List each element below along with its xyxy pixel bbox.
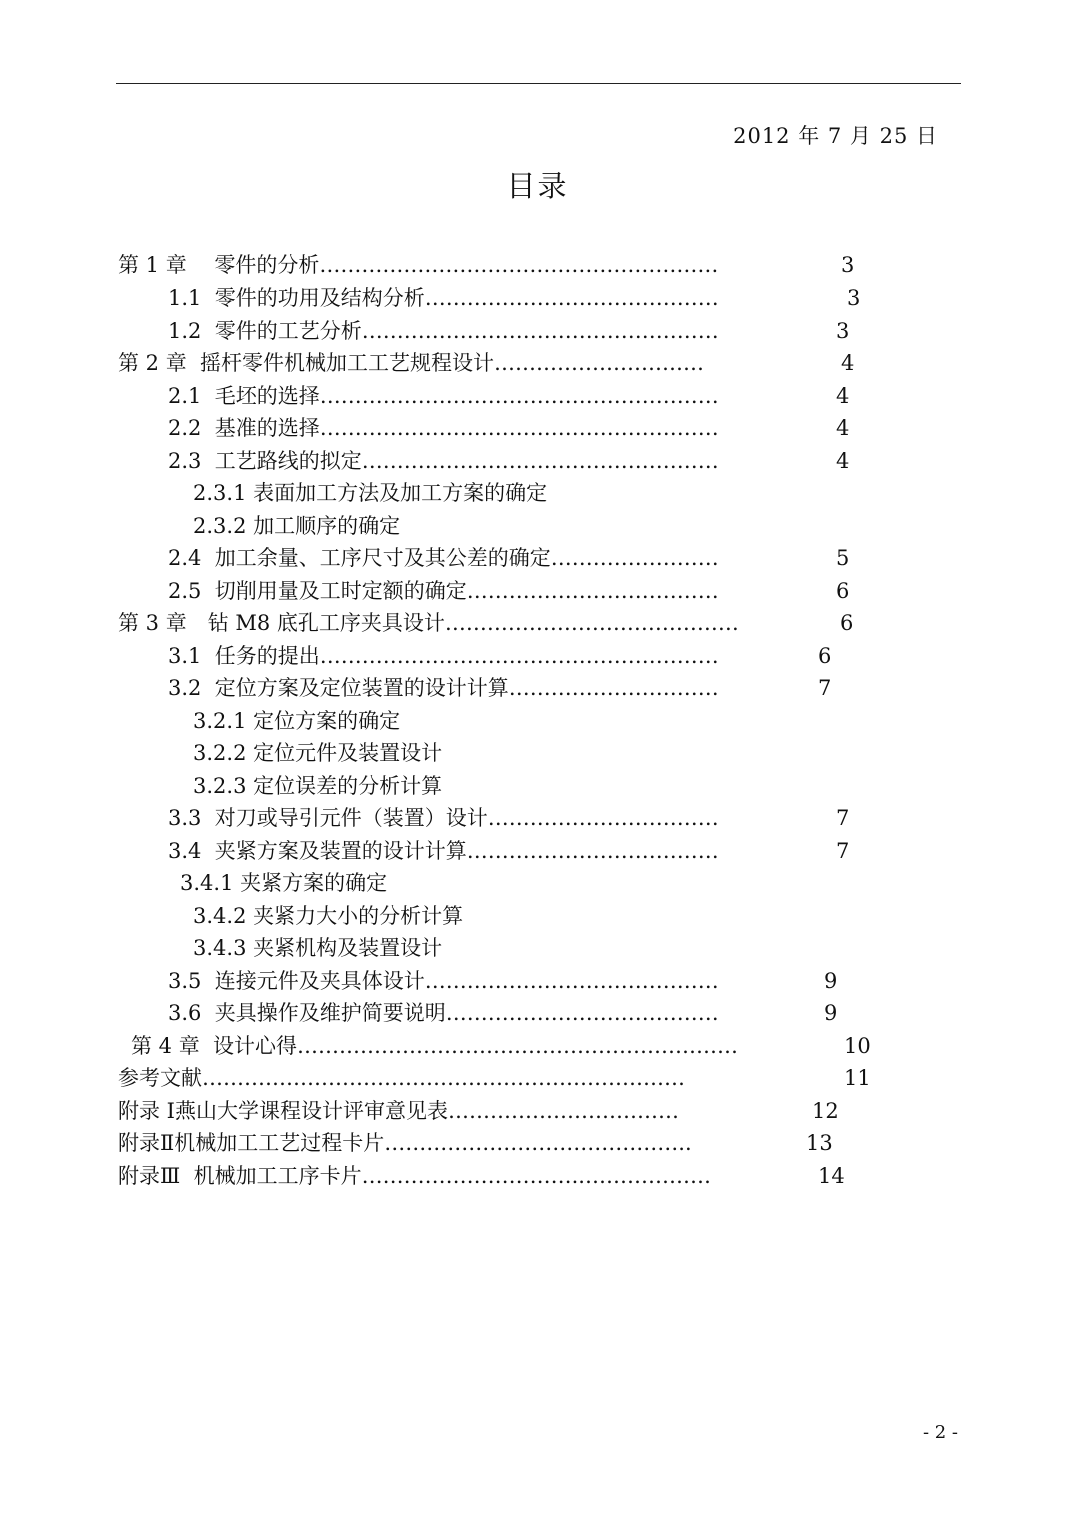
toc-entry-page: 7 (836, 839, 850, 863)
toc-entry-text: 2.2 基准的选择………………………………………………… (168, 416, 719, 440)
toc-entry-page: 3 (847, 286, 861, 310)
toc-entry-text: 附录Ⅱ机械加工工艺过程卡片…………………………………….. (118, 1131, 692, 1155)
toc-entry-text: 3.4.3 夹紧机构及装置设计 (193, 936, 443, 960)
toc-entry-text: 附录 Ⅰ燕山大学课程设计评审意见表…………………………… (118, 1099, 679, 1123)
toc-entry-page: 9 (824, 1001, 838, 1025)
toc-entry-page: 14 (818, 1164, 845, 1188)
toc-entry-page: 7 (836, 806, 850, 830)
toc-entry-page: 7 (818, 676, 832, 700)
toc-entry-page: 12 (812, 1099, 839, 1123)
toc-entry-text: 3.5 连接元件及夹具体设计…………………………………… (168, 969, 719, 993)
toc-entry-page: 3 (836, 319, 850, 343)
toc-entry-text: 2.4 加工余量、工序尺寸及其公差的确定…………………… (168, 546, 719, 570)
toc-entry-text: 3.3 对刀或导引元件（装置）设计…………………………… (168, 806, 719, 830)
toc-entry-text: 3.2 定位方案及定位装置的设计计算………………………… (168, 676, 719, 700)
toc-entry-text: 2.5 切削用量及工时定额的确定……………………………… (168, 579, 719, 603)
toc-entry-page: 4 (836, 416, 850, 440)
toc-entry-text: 2.3.2 加工顺序的确定 (193, 514, 401, 538)
toc-entry-page: 5 (836, 546, 850, 570)
toc-entry-text: 3.4 夹紧方案及装置的设计计算……………………………… (168, 839, 719, 863)
toc-entry-text: 3.1 任务的提出………………………………………………… (168, 644, 719, 668)
toc-entry-page: 3 (841, 253, 855, 277)
toc-entry-page: 9 (824, 969, 838, 993)
toc-entry-page: 6 (840, 611, 854, 635)
page-title: 目录 (506, 169, 569, 203)
toc-entry-page: 4 (836, 384, 850, 408)
toc-entry-text: 3.2.2 定位元件及装置设计 (193, 741, 443, 765)
page-number: - 2 - (922, 1422, 958, 1443)
toc-entry-page: 10 (844, 1034, 871, 1058)
toc-entry-page: 6 (836, 579, 850, 603)
document-date: 2012 年 7 月 25 日 (733, 124, 938, 148)
toc-entry-text: 1.1 零件的功用及结构分析…………………………………… (168, 286, 719, 310)
toc-entry-text: 2.3 工艺路线的拟定…………………………………………… (168, 449, 719, 473)
toc-entry-text: 第 4 章 设计心得……………………………………………………… (131, 1034, 739, 1058)
toc-entry-page: 11 (844, 1066, 871, 1090)
toc-entry-text: 附录Ⅲ 机械加工工序卡片…………………………..……………… (118, 1164, 711, 1188)
header-rule (116, 83, 961, 84)
toc-entry-text: 参考文献…………………………………………………………… (118, 1066, 685, 1090)
toc-entry-text: 3.6 夹具操作及维护简要说明………………………………… (168, 1001, 719, 1025)
toc-entry-page: 6 (818, 644, 832, 668)
toc-entry-text: 3.2.1 定位方案的确定 (193, 709, 401, 733)
toc-entry-text: 2.3.1 表面加工方法及加工方案的确定 (193, 481, 548, 505)
toc-entry-text: 3.4.1 夹紧方案的确定 (180, 871, 388, 895)
toc-entry-text: 2.1 毛坯的选择………………………………………………… (168, 384, 719, 408)
toc-entry-text: 3.2.3 定位误差的分析计算 (193, 774, 443, 798)
toc-entry-page: 4 (841, 351, 855, 375)
toc-entry-text: 第 3 章 钻 M8 底孔工序夹具设计…………………………………… (118, 611, 739, 635)
toc-entry-page: 4 (836, 449, 850, 473)
toc-entry-text: 第 1 章 零件的分析………………………………………………… (118, 253, 719, 277)
toc-entry-text: 第 2 章 摇杆零件机械加工工艺规程设计………………………… (118, 351, 705, 375)
toc-entry-text: 1.2 零件的工艺分析…………………………………………… (168, 319, 719, 343)
toc-entry-text: 3.4.2 夹紧力大小的分析计算 (193, 904, 464, 928)
toc-entry-page: 13 (806, 1131, 833, 1155)
